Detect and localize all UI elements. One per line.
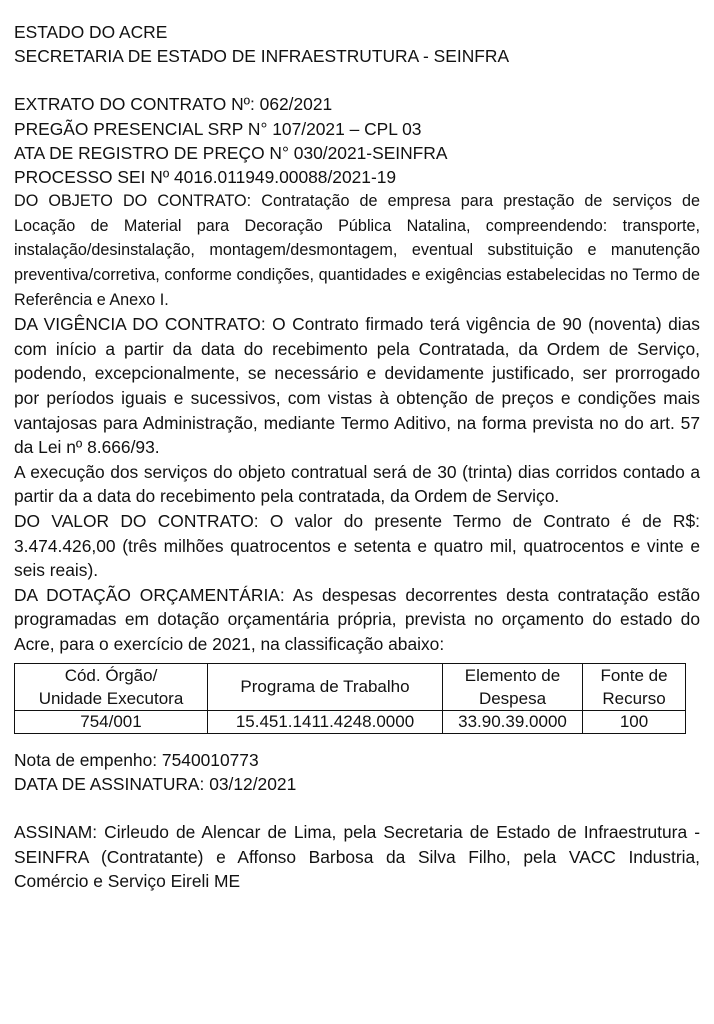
objeto-label: DO OBJETO DO CONTRATO: (14, 192, 252, 211)
contract-extract-number: EXTRATO DO CONTRATO Nº: 062/2021 (14, 94, 333, 115)
cell-programa: 15.451.1411.4248.0000 (208, 710, 443, 733)
header-orgao-line1: Cód. Órgão/ (64, 665, 158, 685)
header-elemento-line1: Elemento de (464, 665, 561, 685)
header-fonte-line2: Recurso (602, 688, 666, 708)
objeto-text: Contratação de empresa para prestação de serviços de Locação de Material para Decoração Pública Natalina, compreendendo: transporte, instalação/desinstalação, montagem/desmontagem, eventual substituição e manutenção preventiva/corretiva, conforme condições, quantidades e exigências estabelecidas no Termo de Referência e Anexo I. (14, 192, 700, 309)
cell-fonte: 100 (583, 710, 686, 733)
table-header-row (15, 663, 686, 710)
empenho-line: Nota de empenho: 7540010773 (14, 749, 259, 770)
pregao-number: PREGÃO PRESENCIAL SRP N° 107/2021 – CPL 03 (14, 118, 422, 139)
objeto-section (14, 189, 700, 312)
state-heading: ESTADO DO ACRE (14, 22, 168, 42)
spacer (14, 796, 700, 820)
signature-date-line: DATA DE ASSINATURA: 03/12/2021 (14, 773, 297, 794)
header-programa: Programa de Trabalho (208, 663, 443, 710)
dotacao-section (14, 583, 700, 657)
valor-text: O valor do presente Termo de Contrato é de R$: 3.474.426,00 (três milhões quatrocentos e setenta e quatro mil, quatrocentos e vinte e seis reais). (14, 510, 700, 581)
header-orgao (15, 663, 208, 710)
cell-orgao: 754/001 (15, 710, 208, 733)
table-row (15, 710, 686, 733)
cell-elemento: 33.90.39.0000 (443, 710, 583, 733)
execucao-paragraph: A execução dos serviços do objeto contratual será de 30 (trinta) dias corridos contado a partir da a data do recebimento pela contratada, da Ordem de Serviço. (14, 461, 700, 507)
signatories-paragraph: ASSINAM: Cirleudo de Alencar de Lima, pela Secretaria de Estado de Infraestrutura - SEINFRA (Contratante) e Affonso Barbosa da Silva Filho, pela VACC Industria, Comércio e Serviço Eireli ME (14, 821, 700, 892)
header-elemento (443, 663, 583, 710)
spacer (14, 68, 700, 92)
valor-label: DO VALOR DO CONTRATO: (14, 510, 259, 531)
vigencia-section (14, 312, 700, 460)
header-elemento-line2: Despesa (478, 688, 547, 708)
vigencia-text: O Contrato firmado terá vigência de 90 (noventa) dias com início a partir da data do recebimento pela Contratada, da Ordem de Serviço, podendo, excepcionalmente, se necessário e devidamente justificado, ser prorrogado por períodos iguais e sucessivos, com vistas à obtenção de preços e condições mais vantajosas para Administração, mediante Termo Aditivo, na forma prevista no do art. 57 da Lei nº 8.666/93. (14, 314, 701, 458)
vigencia-label: DA VIGÊNCIA DO CONTRATO: (14, 314, 266, 335)
secretariat-heading: SECRETARIA DE ESTADO DE INFRAESTRUTURA - SEINFRA (14, 46, 510, 67)
ata-number: ATA DE REGISTRO DE PREÇO N° 030/2021-SEINFRA (14, 142, 448, 163)
budget-classification-table (14, 663, 686, 734)
valor-section (14, 509, 700, 583)
dotacao-text: As despesas decorrentes desta contratação estão programadas em dotação orçamentária própria, prevista no orçamento do estado do Acre, para o exercício de 2021, na classificação abaixo: (14, 584, 701, 654)
header-fonte-line1: Fonte de (600, 665, 668, 685)
header-orgao-line2: Unidade Executora (38, 688, 184, 708)
header-fonte (583, 663, 686, 710)
dotacao-label: DA DOTAÇÃO ORÇAMENTÁRIA: (14, 584, 285, 605)
processo-number: PROCESSO SEI Nº 4016.011949.00088/2021-19 (14, 167, 397, 188)
